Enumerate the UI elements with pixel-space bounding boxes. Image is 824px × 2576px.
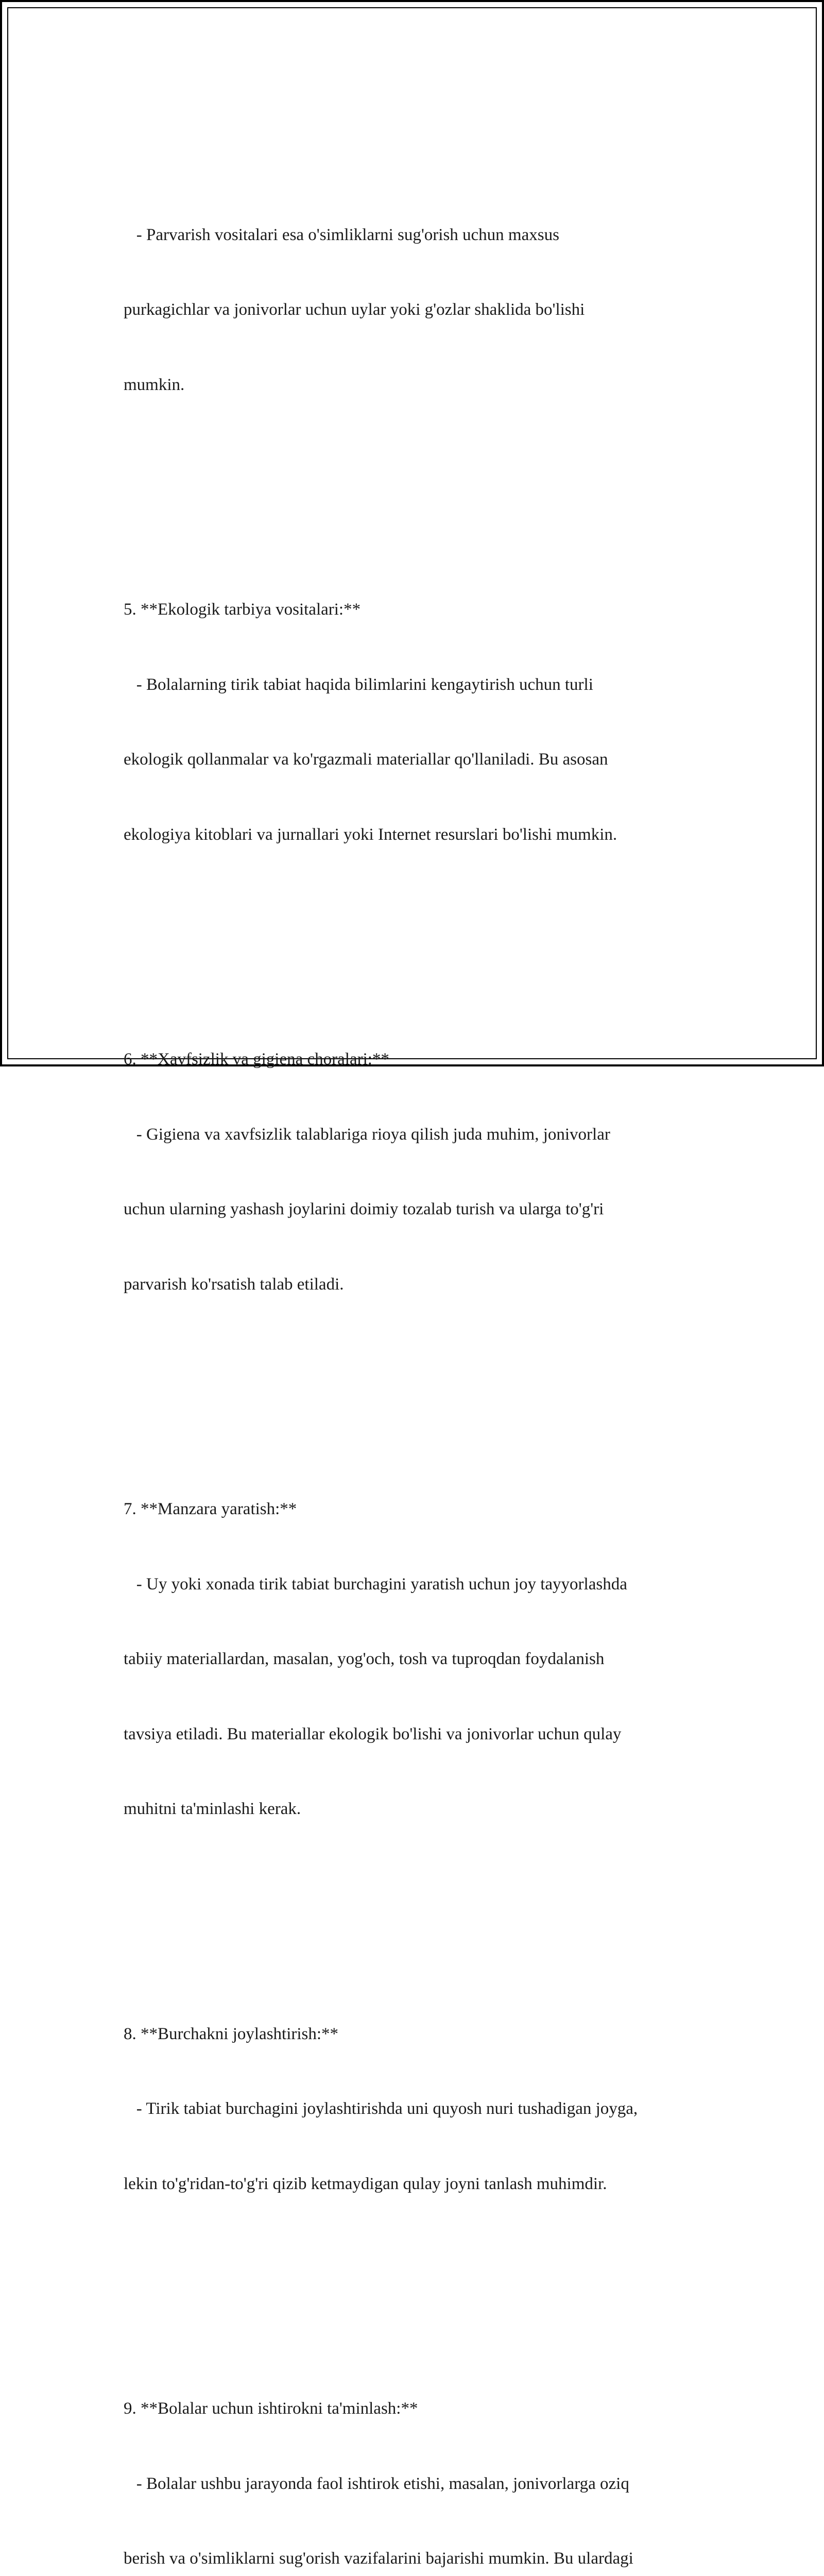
text-line: parvarish ko'rsatish talab etiladi. — [124, 1275, 344, 1294]
text-line: uchun ularning yashash joylarini doimiy tozalab turish va ularga to'g'ri — [124, 1200, 604, 1218]
text-line: ekologiya kitoblari va jurnallari yoki Internet resurslari bo'lishi mumkin. — [124, 825, 617, 844]
section-heading: 7. **Manzara yaratish:** — [124, 1500, 297, 1518]
text-line: lekin to'g'ridan-to'g'ri qizib ketmaydigan qulay joyni tanlash muhimdir. — [124, 2174, 607, 2193]
section-8-placement — [124, 1972, 742, 2247]
text-line: - Bolalar ushbu jarayonda faol ishtirok etishi, masalan, jonivorlarga oziq — [124, 2474, 629, 2493]
text-line: - Parvarish vositalari esa o'simliklarni sug'orish uchun maxsus — [124, 225, 559, 244]
text-line: - Tirik tabiat burchagini joylashtirishda uni quyosh nuri tushadigan joyga, — [124, 2099, 638, 2118]
document-body — [124, 97, 742, 2576]
section-heading: 9. **Bolalar uchun ishtirokni ta'minlash:** — [124, 2399, 418, 2418]
text-line: ekologik qollanmalar va ko'rgazmali materiallar qo'llaniladi. Bu asosan — [124, 750, 608, 769]
section-heading: 6. **Xavfsizlik va gigiena choralari:** — [124, 1050, 389, 1069]
section-heading: 8. **Burchakni joylashtirish:** — [124, 2024, 339, 2043]
text-line: - Bolalarning tirik tabiat haqida bilimlarini kengaytirish uchun turli — [124, 675, 593, 694]
section-5-ecological-tools — [124, 547, 742, 897]
text-line: tabiiy materiallardan, masalan, yog'och, tosh va tuproqdan foydalanish — [124, 1650, 605, 1668]
text-line: mumkin. — [124, 375, 185, 394]
section-9-children-participation — [124, 2346, 742, 2576]
text-line: purkagichlar va jonivorlar uchun uylar yoki g'ozlar shaklida bo'lishi — [124, 300, 585, 319]
text-line: tavsiya etiladi. Bu materiallar ekologik bo'lishi va jonivorlar uchun qulay — [124, 1724, 622, 1743]
text-line: - Uy yoki xonada tirik tabiat burchagini yaratish uchun joy tayyorlashda — [124, 1574, 627, 1594]
text-line: muhitni ta'minlashi kerak. — [124, 1800, 301, 1818]
text-line: - Gigiena va xavfsizlik talablariga rioya qilish juda muhim, jonivorlar — [124, 1125, 610, 1144]
paragraph-care-tools — [124, 173, 742, 448]
text-line: berish va o'simliklarni sug'orish vazifalarini bajarishi mumkin. Bu ulardagi — [124, 2549, 633, 2568]
section-7-landscape — [124, 1447, 742, 1872]
section-heading: 5. **Ekologik tarbiya vositalari:** — [124, 600, 361, 619]
section-6-safety-hygiene — [124, 997, 742, 1347]
